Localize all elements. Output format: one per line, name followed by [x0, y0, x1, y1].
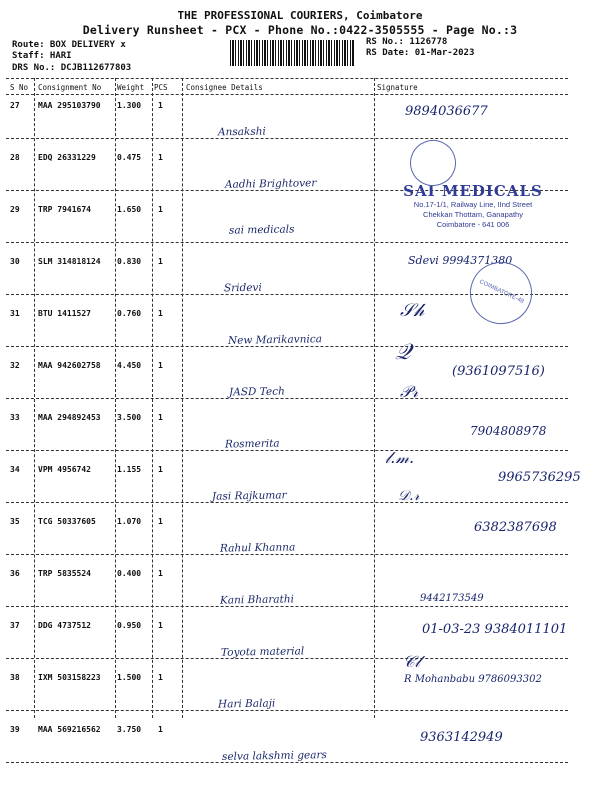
- cell-consignee: Kani Bharathi: [219, 593, 295, 607]
- signature-scribble: 𝓁.𝓂.: [385, 448, 415, 467]
- row-divider: [6, 658, 568, 659]
- signature-scribble: 𝒞𝓁: [403, 652, 420, 671]
- cell-weight: 0.950: [117, 621, 142, 630]
- cell-consignment: BTU 1411527: [38, 309, 91, 318]
- stamp-line3: Coimbatore - 641 006: [436, 220, 510, 229]
- sai-medicals-stamp: [388, 182, 558, 240]
- cell-consignee: selva lakshmi gears: [221, 749, 327, 763]
- col-consignee: Consignee Details: [186, 83, 263, 92]
- cell-weight: 4.450: [117, 361, 142, 370]
- cell-pcs: 1: [158, 361, 163, 370]
- cell-consignee: JASD Tech: [228, 385, 285, 399]
- cell-sno: 36: [10, 569, 20, 578]
- cell-sno: 30: [10, 257, 20, 266]
- row-divider: [6, 554, 568, 555]
- table-row: [0, 96, 600, 148]
- stamp-line2: Chekkan Thottam, Ganapathy: [423, 210, 523, 219]
- cell-consignment: MAA 295103790: [38, 101, 101, 110]
- cell-consignment: EDQ 26331229: [38, 153, 96, 162]
- cell-consignee: New Marikavnica: [227, 333, 323, 347]
- cell-signature: 9965736295: [498, 470, 581, 485]
- row-divider: [6, 762, 568, 763]
- cell-consignee: Toyota material: [220, 645, 305, 659]
- cell-weight: 3.500: [117, 413, 142, 422]
- signature-scribble: 𝒟.𝓇: [398, 488, 420, 504]
- col-consignment: Consignment No: [38, 83, 102, 92]
- cell-pcs: 1: [158, 257, 163, 266]
- cell-sno: 34: [10, 465, 20, 474]
- cell-sno: 29: [10, 205, 20, 214]
- cell-consignment: MAA 569216562: [38, 725, 101, 734]
- rs-date: RS Date: 01-Mar-2023: [366, 48, 475, 58]
- cell-pcs: 1: [158, 153, 163, 162]
- cell-consignment: TRP 7941674: [38, 205, 91, 214]
- signature-scribble: 𝒮𝒽: [400, 300, 425, 321]
- cell-pcs: 1: [158, 465, 163, 474]
- cell-consignment: SLM 314818124: [38, 257, 101, 266]
- barcode: [230, 40, 355, 66]
- cell-consignee: sai medicals: [228, 223, 295, 237]
- cell-weight: 0.400: [117, 569, 142, 578]
- cell-pcs: 1: [158, 309, 163, 318]
- staff-label: Staff: HARI: [12, 51, 72, 61]
- cell-weight: 0.760: [117, 309, 142, 318]
- cell-pcs: 1: [158, 101, 163, 110]
- cell-consignment: TRP 5835524: [38, 569, 91, 578]
- cell-pcs: 1: [158, 569, 163, 578]
- row-divider: [6, 606, 568, 607]
- cell-sno: 27: [10, 101, 20, 110]
- route-label: Route: BOX DELIVERY x: [12, 40, 126, 50]
- cell-signature: R Mohanbabu 9786093302: [404, 674, 542, 685]
- table-row: [0, 720, 600, 772]
- cell-weight: 1.500: [117, 673, 142, 682]
- stamp-line1: No.17-1/1, Railway Line, IInd Street: [413, 200, 533, 209]
- cell-consignee: Aadhi Brightover: [224, 177, 317, 191]
- cell-consignee: Rosmerita: [224, 437, 280, 451]
- table-row: [0, 564, 600, 616]
- cell-signature: 9894036677: [405, 104, 488, 119]
- cell-weight: 0.475: [117, 153, 142, 162]
- cell-sno: 35: [10, 517, 20, 526]
- cell-sno: 39: [10, 725, 20, 734]
- cell-pcs: 1: [158, 725, 163, 734]
- signature-scribble: 𝒫𝓇: [400, 382, 419, 401]
- company-title: THE PROFESSIONAL COURIERS, Coimbatore: [177, 9, 423, 22]
- row-divider: [6, 138, 568, 139]
- row-divider: [6, 450, 568, 451]
- cell-signature: 7904808978: [470, 424, 547, 438]
- cell-sno: 37: [10, 621, 20, 630]
- cell-weight: 3.750: [117, 725, 142, 734]
- row-divider: [6, 502, 568, 503]
- cell-weight: 1.070: [117, 517, 142, 526]
- row-divider: [6, 710, 568, 711]
- drs-label: DRS No.: DCJB112677803: [12, 63, 132, 73]
- cell-sno: 32: [10, 361, 20, 370]
- cell-sno: 28: [10, 153, 20, 162]
- table-row: [0, 616, 600, 668]
- row-divider: [6, 346, 568, 347]
- cell-signature: Sdevi 9994371380: [408, 254, 513, 267]
- rs-number: RS No.: 1126778: [366, 37, 448, 47]
- table-row: [0, 460, 600, 512]
- cell-consignment: DDG 4737512: [38, 621, 91, 630]
- row-divider: [6, 242, 568, 243]
- cell-signature: 01-03-23 9384011101: [422, 622, 568, 637]
- runsheet-subtitle: Delivery Runsheet - PCX - Phone No.:0422-3505555 - Page No.:3: [82, 23, 518, 37]
- col-sno: S No: [10, 83, 29, 92]
- col-signature: Signature: [377, 83, 418, 92]
- cell-consignee: Ansakshi: [217, 125, 266, 139]
- cell-sno: 33: [10, 413, 20, 422]
- cell-consignee: Jasi Rajkumar: [211, 489, 287, 503]
- cell-pcs: 1: [158, 621, 163, 630]
- stamp-name: SAI MEDICALS: [403, 182, 543, 200]
- cell-weight: 1.155: [117, 465, 142, 474]
- cell-signature: 6382387698: [474, 520, 557, 535]
- header-line-top: [6, 78, 568, 79]
- cell-consignment: MAA 942602758: [38, 361, 101, 370]
- cell-weight: 1.650: [117, 205, 142, 214]
- cell-consignment: MAA 294892453: [38, 413, 101, 422]
- cell-consignment: VPM 4956742: [38, 465, 91, 474]
- cell-sno: 38: [10, 673, 20, 682]
- cell-weight: 0.830: [117, 257, 142, 266]
- cell-sno: 31: [10, 309, 20, 318]
- cell-pcs: 1: [158, 205, 163, 214]
- table-row: [0, 512, 600, 564]
- cell-pcs: 1: [158, 413, 163, 422]
- cell-signature: 9442173549: [420, 593, 484, 604]
- cell-weight: 1.300: [117, 101, 142, 110]
- col-weight: Weight: [117, 83, 145, 92]
- seal-text: COIMBATORE-48: [478, 279, 525, 306]
- table-row: [0, 356, 600, 408]
- table-row: [0, 668, 600, 720]
- cell-pcs: 1: [158, 517, 163, 526]
- cell-signature: (9361097516): [452, 364, 545, 379]
- cell-consignee: Rahul Khanna: [219, 541, 296, 555]
- cell-pcs: 1: [158, 673, 163, 682]
- header-line-bottom: [6, 94, 568, 95]
- cell-consignment: TCG 50337605: [38, 517, 96, 526]
- col-pcs: PCS: [154, 83, 168, 92]
- cell-signature: 9363142949: [420, 730, 503, 745]
- signature-scribble: 𝒬: [395, 340, 411, 365]
- cell-consignee: Hari Balaji: [217, 697, 276, 711]
- cell-consignment: IXM 503158223: [38, 673, 101, 682]
- cell-consignee: Sridevi: [223, 281, 262, 295]
- table-row: [0, 408, 600, 460]
- row-divider: [6, 398, 568, 399]
